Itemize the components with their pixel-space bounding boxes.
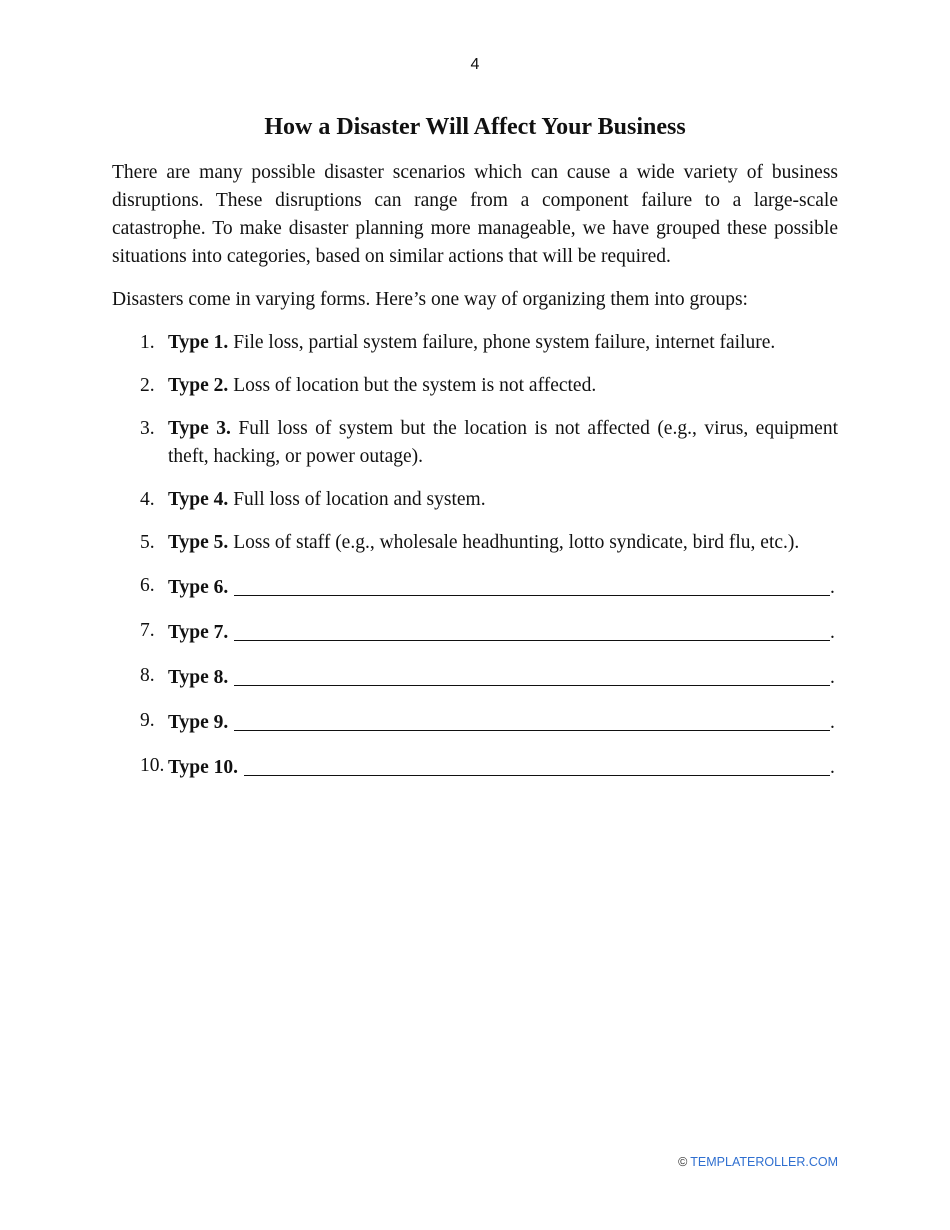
type-label: Type 5. xyxy=(168,532,229,553)
type-label: Type 8. xyxy=(168,667,229,688)
fill-in-blank-line[interactable] xyxy=(234,620,830,641)
type-description: Full loss of location and system. xyxy=(228,489,486,510)
list-item xyxy=(112,372,838,400)
line-end-period: . xyxy=(830,757,835,778)
blank-type-row xyxy=(112,617,838,647)
type-label: Type 1. xyxy=(168,332,229,353)
type-description: File loss, partial system failure, phone system failure, internet failure. xyxy=(228,332,776,353)
list-number: 9. xyxy=(140,710,155,731)
fill-in-blank-line[interactable] xyxy=(234,575,830,596)
fill-in-blank-line[interactable] xyxy=(244,755,830,776)
type-label: Type 7. xyxy=(168,622,229,643)
fill-in-blank-line[interactable] xyxy=(234,665,830,686)
list-number: 7. xyxy=(140,620,155,641)
type-label: Type 9. xyxy=(168,712,229,733)
line-end-period: . xyxy=(830,622,835,643)
list-number: 8. xyxy=(140,665,155,686)
intro-paragraph: There are many possible disaster scenarios which can cause a wide variety of business disruptions. These disruptions can range from a component failure to a large-scale catastrophe. To make disaster planning more manageable, we have grouped these possible situations into categories, based on similar actions that will be required. xyxy=(112,162,838,267)
type-description: Full loss of system but the location is not affected (e.g., virus, equipment theft, hacking, or power outage). xyxy=(168,418,838,467)
blank-type-row xyxy=(112,572,838,602)
line-end-period: . xyxy=(830,577,835,598)
templateroller-link[interactable]: TEMPLATEROLLER.COM xyxy=(690,1155,838,1169)
list-item xyxy=(112,415,838,471)
list-number: 5. xyxy=(140,532,155,553)
line-end-period: . xyxy=(830,712,835,733)
list-item xyxy=(112,486,838,514)
line-end-period: . xyxy=(830,667,835,688)
type-description: Loss of staff (e.g., wholesale headhunting, lotto syndicate, bird flu, etc.). xyxy=(228,532,800,553)
type-label: Type 6. xyxy=(168,577,229,598)
document-body xyxy=(112,159,838,797)
list-number: 2. xyxy=(140,375,155,396)
list-number: 3. xyxy=(140,418,155,439)
list-number: 1. xyxy=(140,332,155,353)
list-number: 10. xyxy=(140,755,165,776)
copyright-symbol: © xyxy=(678,1155,688,1169)
list-item xyxy=(112,529,838,557)
type-label: Type 3. xyxy=(168,418,231,439)
list-item xyxy=(112,329,838,357)
blank-type-row xyxy=(112,662,838,692)
list-number: 4. xyxy=(140,489,155,510)
page-number: 4 xyxy=(470,56,480,73)
fill-in-blank-line[interactable] xyxy=(234,710,830,731)
page-title: How a Disaster Will Affect Your Business xyxy=(264,114,686,140)
list-number: 6. xyxy=(140,575,155,596)
blank-type-row xyxy=(112,752,838,782)
groups-intro-paragraph: Disasters come in varying forms. Here’s one way of organizing them into groups: xyxy=(112,289,748,310)
type-label: Type 10. xyxy=(168,757,239,778)
type-label: Type 4. xyxy=(168,489,229,510)
disaster-types-list xyxy=(112,329,838,782)
footer-credit xyxy=(678,1154,838,1170)
blank-type-row xyxy=(112,707,838,737)
type-label: Type 2. xyxy=(168,375,229,396)
type-description: Loss of location but the system is not affected. xyxy=(228,375,597,396)
